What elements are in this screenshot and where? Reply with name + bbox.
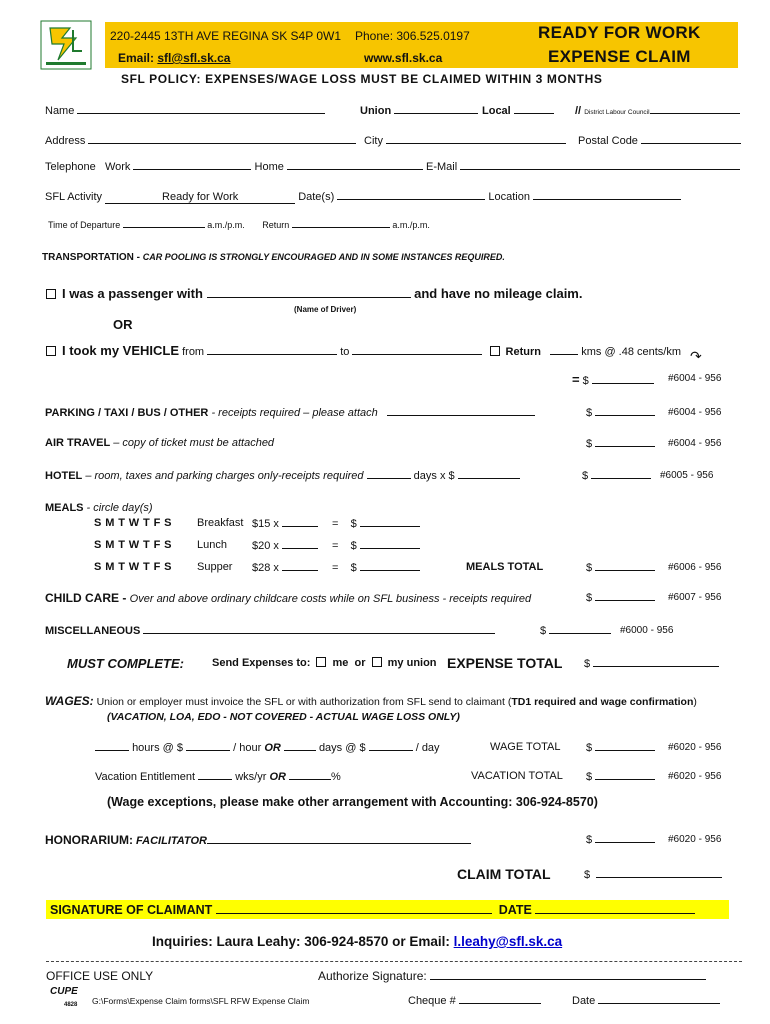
org-email [118, 51, 230, 65]
me-checkbox[interactable] [316, 657, 326, 667]
hotel-days-label: days x $ [413, 470, 455, 482]
dates-field[interactable] [337, 190, 485, 200]
wage-or-label: OR [264, 742, 281, 754]
passenger-row [46, 286, 582, 301]
ampm1-label: a.m./p.m. [207, 220, 245, 230]
location-label: Location [488, 191, 530, 203]
honorarium-code: #6020 - 956 [668, 834, 722, 845]
activity-row [45, 190, 681, 204]
home-phone-field[interactable] [287, 160, 423, 170]
departure-label: Time of Departure [48, 220, 121, 230]
supper-eq-sign: = [332, 562, 339, 574]
supper-amount-field[interactable] [360, 561, 420, 571]
lunch-row [252, 539, 318, 552]
cupe-text: CUPE [50, 986, 78, 997]
vacation-total-field[interactable] [595, 770, 655, 780]
address-label: Address [45, 135, 86, 147]
vacation-code: #6020 - 956 [668, 771, 722, 782]
work-phone-field[interactable] [133, 160, 251, 170]
cheque-field[interactable] [459, 994, 541, 1004]
hotel-rate-field[interactable] [458, 469, 520, 479]
wage-exceptions: (Wage exceptions, please make other arrangement with Accounting: 306-924-8570) [107, 795, 598, 809]
breakfast-row [252, 517, 318, 530]
driver-name-field[interactable] [207, 286, 411, 298]
office-date-label: Date [572, 995, 596, 1007]
meals-label: MEALS [45, 502, 84, 514]
vacation-label: Vacation Entitlement [95, 771, 196, 783]
return-label: Return [505, 346, 541, 358]
childcare-note: Over and above ordinary childcare costs while on SFL business - receipts required [129, 593, 532, 605]
vacation-or-label: OR [269, 771, 286, 783]
email-link[interactable]: sfl@sfl.sk.ca [157, 51, 231, 65]
vehicle-row [46, 343, 681, 358]
breakfast-days[interactable]: S M T W T F S [94, 517, 172, 529]
childcare-label: CHILD CARE - [45, 591, 130, 605]
district-label: District Labour Council [584, 109, 650, 116]
honorarium-row [45, 833, 471, 847]
return-checkbox[interactable] [490, 346, 500, 356]
hotel-amount: $ [582, 469, 651, 482]
local-field[interactable] [514, 104, 554, 114]
org-website[interactable]: www.sfl.sk.ca [364, 51, 443, 65]
authorize-label: Authorize Signature: [318, 969, 427, 983]
expense-total-field[interactable] [593, 657, 719, 667]
per-day-label: / day [415, 742, 440, 754]
air-amount: $ [586, 437, 655, 450]
days-field[interactable] [284, 741, 316, 751]
meals-total-field[interactable] [595, 561, 655, 571]
postal-label: Postal Code [578, 135, 638, 147]
air-label: AIR TRAVEL [45, 437, 111, 449]
my-union-checkbox[interactable] [372, 657, 382, 667]
supper-row [252, 561, 318, 574]
mileage-amount-field[interactable] [592, 374, 654, 384]
telephone-label: Telephone [45, 161, 96, 173]
hotel-amount-field[interactable] [591, 469, 651, 479]
dates-label: Date(s) [298, 191, 335, 203]
kms-field[interactable] [550, 345, 578, 355]
lunch-qty-field[interactable] [282, 539, 318, 549]
vacation-total-label: VACATION TOTAL [471, 770, 563, 782]
claim-total-label: CLAIM TOTAL [457, 866, 551, 882]
claim-total-field[interactable] [596, 868, 722, 878]
hours-label: hours @ $ [132, 742, 183, 754]
vehicle-checkbox[interactable] [46, 346, 56, 356]
breakfast-dollar: $ [350, 518, 357, 530]
hours-row [95, 741, 440, 754]
supper-days[interactable]: S M T W T F S [94, 561, 172, 573]
honorarium-amount: $ [586, 833, 655, 846]
pct-label: % [331, 771, 341, 783]
wages-label: WAGES: [45, 694, 94, 708]
meals-heading [45, 502, 153, 514]
city-label: City [364, 135, 383, 147]
childcare-amount-field[interactable] [595, 591, 655, 601]
district-row [575, 104, 740, 117]
wages-row [45, 694, 697, 708]
driver-name-caption: (Name of Driver) [294, 305, 357, 314]
passenger-label: I was a passenger with [62, 286, 203, 301]
lunch-amount-field[interactable] [360, 539, 420, 549]
wages-note: Union or employer must invoice the SFL or with authorization from SFL send to claimant ( [93, 696, 512, 708]
cheque-row [408, 994, 541, 1007]
cheque-label: Cheque # [408, 995, 456, 1007]
air-note: – copy of ticket must be attached [110, 437, 275, 449]
air-amount-field[interactable] [595, 437, 655, 447]
days-label: days @ $ [318, 742, 366, 754]
misc-label: MISCELLANEOUS [45, 625, 141, 637]
breakfast-eq [332, 517, 420, 530]
wks-label: wks/yr [235, 771, 267, 783]
city-row [364, 134, 566, 147]
me-label: me [332, 657, 349, 669]
signature-label: SIGNATURE OF CLAIMANT [50, 903, 213, 917]
signature-date-field[interactable] [535, 902, 695, 914]
breakfast-qty-field[interactable] [282, 517, 318, 527]
lunch-dollar: $ [350, 540, 357, 552]
office-date-row [572, 994, 720, 1007]
misc-row [45, 624, 495, 637]
childcare-code: #6007 - 956 [668, 592, 722, 603]
meals-total-label: MEALS TOTAL [466, 561, 544, 573]
my-union-label: my union [387, 657, 437, 669]
meals-total-amount: $ [586, 561, 655, 574]
cupe-number: 4828 [64, 1002, 78, 1008]
vehicle-label: I took my VEHICLE [62, 343, 180, 358]
work-label: Work [104, 161, 131, 173]
name-row [45, 104, 325, 117]
hours-field[interactable] [95, 741, 129, 751]
name-field[interactable] [77, 104, 325, 114]
hotel-note: – room, taxes and parking charges only-receipts required [82, 470, 364, 482]
parking-row [45, 406, 535, 419]
misc-amount: $ [540, 624, 611, 637]
no-mileage-label: and have no mileage claim. [414, 286, 583, 301]
send-label: Send Expenses to: [212, 657, 311, 669]
mileage-total-row: = $ [572, 372, 654, 387]
authorize-row [318, 969, 706, 983]
postal-row [578, 134, 741, 147]
inquiries-label: Inquiries: Laura Leahy: 306-924-8570 or Email: [152, 934, 450, 949]
union-label: Union [360, 105, 392, 117]
parking-detail-field[interactable] [387, 406, 535, 416]
breakfast-label: Breakfast [197, 517, 244, 529]
breakfast-rate: $15 x [252, 518, 279, 530]
authorize-field[interactable] [430, 970, 706, 980]
send-to-row [212, 657, 437, 669]
ampm2-label: a.m./p.m. [392, 220, 430, 230]
return-arrow-icon: ↷ [690, 348, 702, 364]
signature-row [50, 902, 695, 917]
passenger-checkbox[interactable] [46, 289, 56, 299]
inquiries-email-link[interactable]: l.leahy@sfl.sk.ca [453, 934, 563, 949]
lunch-label: Lunch [197, 539, 227, 551]
supper-rate: $28 x [252, 562, 279, 574]
union-field[interactable] [394, 104, 478, 114]
expense-total-label: EXPENSE TOTAL [447, 655, 563, 671]
file-path: G:\Forms\Expense Claim forms\SFL RFW Expense Claim [92, 996, 310, 1006]
wage-total-field[interactable] [595, 741, 655, 751]
address-field[interactable] [88, 134, 356, 144]
supper-eq [332, 561, 420, 574]
wage-code: #6020 - 956 [668, 742, 722, 753]
mileage-code: #6004 - 956 [668, 373, 722, 384]
vacation-row [95, 770, 341, 783]
from-label: from [182, 346, 205, 358]
supper-label: Supper [197, 561, 233, 573]
day-rate-field[interactable] [369, 741, 413, 751]
inquiries-row [152, 934, 562, 949]
breakfast-eq-sign: = [332, 518, 339, 530]
breakfast-amount-field[interactable] [360, 517, 420, 527]
misc-detail-field[interactable] [143, 624, 495, 634]
wage-total-label: WAGE TOTAL [490, 741, 561, 753]
transport-label: TRANSPORTATION - [42, 252, 143, 263]
signature-date-label: DATE [498, 903, 532, 917]
activity-field[interactable] [105, 191, 295, 204]
wages-td1-note: TD1 required and wage confirmation [511, 696, 694, 708]
honorarium-role: FACILITATOR [133, 835, 207, 847]
org-address: 220-2445 13TH AVE REGINA SK S4P 0W1 [110, 29, 342, 43]
home-label: Home [254, 161, 284, 173]
vacation-total-amount: $ [586, 770, 655, 783]
city-field[interactable] [386, 134, 566, 144]
wage-total-amount: $ [586, 741, 655, 754]
childcare-row [45, 591, 531, 605]
claim-dollar: $ [584, 869, 591, 881]
sfl-logo [40, 20, 92, 70]
return-time-label: Return [262, 220, 290, 230]
must-complete-label: MUST COMPLETE: [67, 656, 184, 671]
hotel-label: HOTEL [45, 470, 83, 482]
office-date-field[interactable] [598, 994, 720, 1004]
telephone-row [45, 160, 740, 173]
district-field[interactable] [650, 104, 740, 114]
parking-label: PARKING / TAXI / BUS / OTHER [45, 407, 209, 419]
address-row [45, 134, 356, 147]
supper-dollar: $ [350, 562, 357, 574]
transport-note: CAR POOLING IS STRONGLY ENCOURAGED AND IN SOME INSTANCES REQUIRED. [142, 252, 505, 262]
email-label: Email: [118, 51, 158, 65]
local-row [482, 104, 554, 117]
postal-field[interactable] [641, 134, 741, 144]
lunch-eq-sign: = [332, 540, 339, 552]
email-field-label: E-Mail [426, 161, 458, 173]
supper-qty-field[interactable] [282, 561, 318, 571]
time-row [48, 220, 430, 230]
office-use-label: OFFICE USE ONLY [46, 969, 154, 983]
honorarium-detail-field[interactable] [207, 834, 471, 844]
hotel-row [45, 469, 520, 482]
lunch-eq [332, 539, 420, 552]
from-field[interactable] [207, 345, 337, 355]
form-title-line2: EXPENSE CLAIM [548, 47, 691, 66]
return-time-field[interactable] [292, 220, 390, 228]
name-label: Name [45, 105, 75, 117]
to-label: to [340, 346, 350, 358]
air-code: #6004 - 956 [668, 438, 722, 449]
location-field[interactable] [533, 190, 681, 200]
hotel-days-field[interactable] [367, 469, 411, 479]
claim-total-amount [584, 868, 722, 881]
policy-text: SFL POLICY: EXPENSES/WAGE LOSS MUST BE CLAIMED WITHIN 3 MONTHS [121, 72, 603, 86]
parking-note: - receipts required – please attach [208, 407, 378, 419]
or-label: OR [113, 317, 133, 332]
childcare-amount: $ [586, 591, 655, 604]
equals-sign: = [572, 372, 580, 387]
transport-heading [42, 252, 505, 263]
expense-total-amount: $ [584, 657, 719, 670]
parking-amount: $ [586, 406, 655, 419]
misc-amount-field[interactable] [549, 624, 611, 634]
meals-note: - circle day(s) [83, 502, 153, 514]
wages-not-covered: (VACATION, LOA, EDO - NOT COVERED - ACTUAL WAGE LOSS ONLY) [107, 711, 460, 723]
cupe-logo [50, 985, 78, 1009]
district-slash: // [575, 105, 582, 117]
lunch-rate: $20 x [252, 540, 279, 552]
office-divider [46, 961, 742, 962]
honorarium-amount-field[interactable] [595, 833, 655, 843]
parking-amount-field[interactable] [595, 406, 655, 416]
org-phone: Phone: 306.525.0197 [355, 29, 470, 43]
hotel-code: #6005 - 956 [660, 470, 714, 481]
lunch-days[interactable]: S M T W T F S [94, 539, 172, 551]
misc-code: #6000 - 956 [620, 625, 674, 636]
honorarium-label: HONORARIUM: [45, 833, 133, 847]
departure-field[interactable] [123, 220, 205, 228]
hour-rate-field[interactable] [186, 741, 230, 751]
parking-code: #6004 - 956 [668, 407, 722, 418]
local-label: Local [482, 105, 511, 117]
to-field[interactable] [352, 345, 482, 355]
email-field[interactable] [460, 160, 740, 170]
per-hour-label: / hour [233, 742, 262, 754]
form-title-line1: READY FOR WORK [538, 23, 701, 42]
air-row [45, 437, 274, 449]
meals-code: #6006 - 956 [668, 562, 722, 573]
activity-value: Ready for Work [162, 191, 239, 203]
send-or-label: or [354, 657, 366, 669]
union-row [360, 104, 478, 117]
signature-field[interactable] [216, 902, 492, 914]
vacation-wks-field[interactable] [198, 770, 232, 780]
wages-note-close: ) [693, 696, 697, 708]
kms-label: kms @ .48 cents/km [581, 346, 682, 358]
vacation-pct-field[interactable] [289, 770, 331, 780]
activity-label: SFL Activity [45, 191, 103, 203]
